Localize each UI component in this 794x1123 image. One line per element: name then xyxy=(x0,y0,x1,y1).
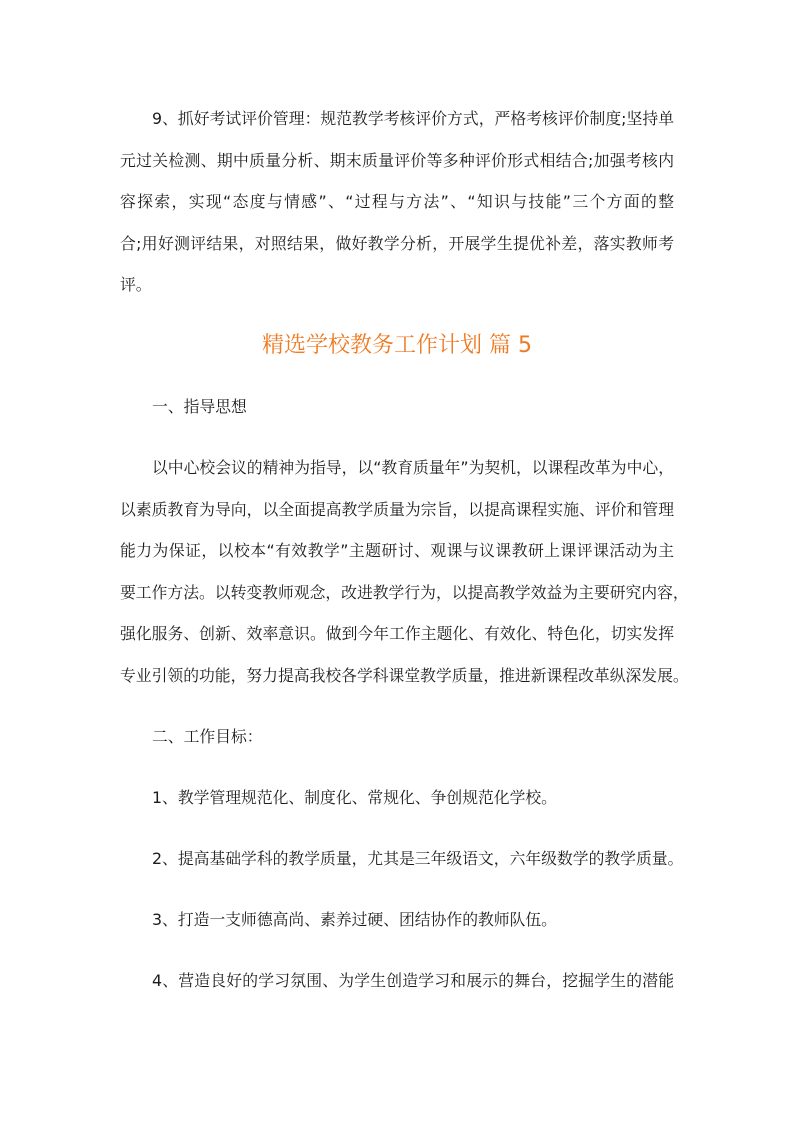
paragraph-line: 以素质教育为导向，以全面提高教学质量为宗旨，以提高课程实施、评价和管理 xyxy=(120,499,674,519)
paragraph-line: 强化服务、创新、效率意识。做到今年工作主题化、有效化、特色化，切实发挥 xyxy=(120,624,674,644)
section-heading: 精选学校教务工作计划 篇 5 xyxy=(262,333,532,359)
document-page xyxy=(120,98,689,1021)
paragraph-line: 专业引领的功能，努力提高我校各学科课堂教学质量，推进新课程改革纵深发展。 xyxy=(120,665,689,685)
goal-item xyxy=(120,838,684,880)
paragraph-line: 元过关检测、期中质量分析、期末质量评价等多种评价形式相结合;加强考核内 xyxy=(120,150,674,170)
paragraph-line: 容探索，实现“态度与情感”、“过程与方法”、“知识与技能”三个方面的整 xyxy=(120,192,674,211)
guiding-ideology-paragraph xyxy=(120,447,689,696)
goal-line: 2、提高基础学科的教学质量，尤其是三年级语文，六年级数学的教学质量。 xyxy=(152,849,684,869)
paragraph-line: 9、抓好考试评价管理：规范教学考核评价方式，严格考核评价制度;坚持单 xyxy=(152,109,674,128)
goal-item xyxy=(120,777,674,819)
subsection-title: 一、指导思想 xyxy=(152,397,247,417)
goal-item xyxy=(120,899,674,941)
goal-line: 3、打造一支师德高尚、素养过硬、团结协作的教师队伍。 xyxy=(152,910,557,930)
goal-line: 1、教学管理规范化、制度化、常规化、争创规范化学校。 xyxy=(152,787,557,807)
goal-item xyxy=(120,960,674,1002)
paragraph-line: 合;用好测评结果，对照结果，做好教学分析，开展学生提优补差，落实教师考 xyxy=(120,233,674,253)
paragraph-line: 要工作方法。以转变教师观念，改进教学行为，以提高教学效益为主要研究内容， xyxy=(120,582,689,602)
guiding-ideology-title-paragraph xyxy=(120,386,674,428)
work-goals-title-paragraph xyxy=(120,716,674,758)
item-9-paragraph xyxy=(120,98,674,306)
subsection-title: 二、工作目标： xyxy=(152,726,263,746)
paragraph-line: 以中心校会议的精神为指导，以“教育质量年”为契机，以课程改革为中心， xyxy=(152,458,674,478)
paragraph-line: 评。 xyxy=(120,275,152,294)
paragraph-line: 能力为保证，以校本“有效教学”主题研讨、观课与议课教研上课评课活动为主 xyxy=(120,541,674,561)
goal-line: 4、营造良好的学习氛围、为学生创造学习和展示的舞台，挖掘学生的潜能 xyxy=(152,971,674,991)
